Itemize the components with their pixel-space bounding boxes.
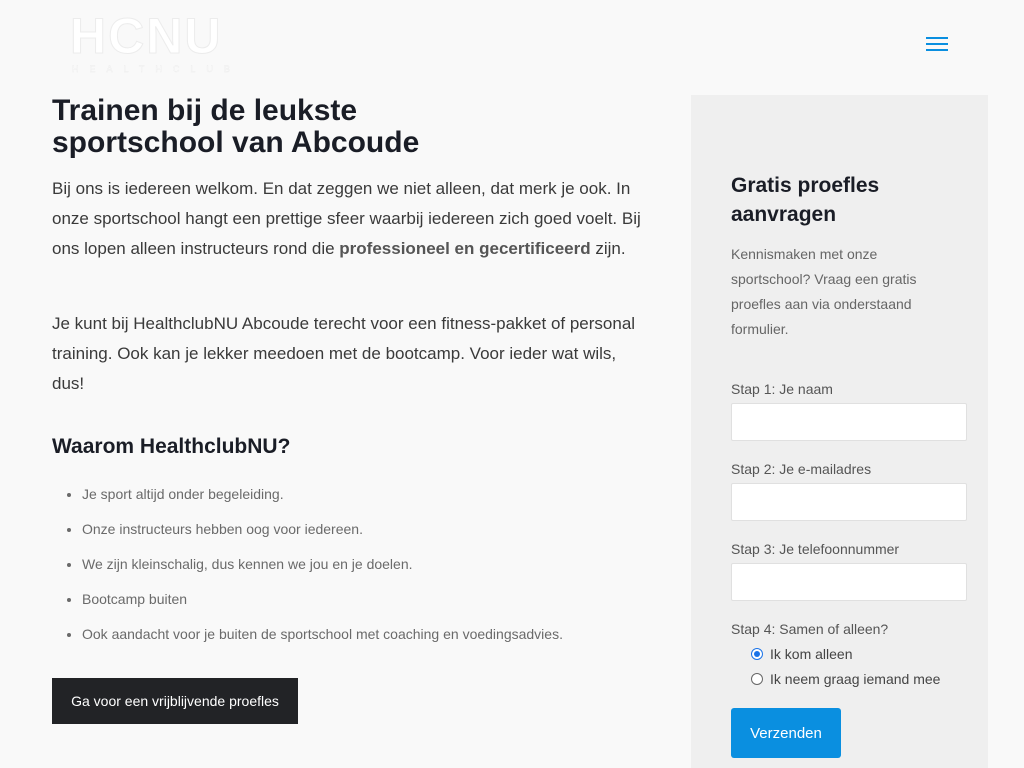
logo-subtext: HEALTHCLUB xyxy=(72,64,241,74)
companion-label: Stap 4: Samen of alleen? xyxy=(731,621,889,637)
logo-wordmark: HCNU xyxy=(70,8,223,64)
list-item: • Bootcamp buiten xyxy=(82,582,563,617)
submit-button[interactable]: Verzenden xyxy=(731,708,841,758)
name-label: Stap 1: Je naam xyxy=(731,381,833,397)
option-alone-label: Ik kom alleen xyxy=(770,646,853,662)
list-item: • Onze instructeurs hebben oog voor iedereen. xyxy=(82,512,563,547)
menu-bar-middle xyxy=(926,43,948,45)
intro-text-bold: professioneel en gecertificeerd xyxy=(339,239,591,258)
site-logo[interactable] xyxy=(70,10,250,76)
page-title: Trainen bij de leukste sportschool van Abcoude xyxy=(52,94,420,159)
list-item: • Ook aandacht voor je buiten de sportschool met coaching en voedingsadvies. xyxy=(82,617,563,652)
option-alone[interactable] xyxy=(751,646,852,662)
reasons-list xyxy=(52,477,563,652)
services-paragraph: Je kunt bij HealthclubNU Abcoude terecht voor een fitness-pakket of personal training. Ook kan je lekker meedoen met de bootcamp. Voor ieder wat wils, dus! xyxy=(52,314,636,393)
menu-bar-top xyxy=(926,37,948,39)
email-label: Stap 2: Je e-mailadres xyxy=(731,461,872,477)
email-field[interactable] xyxy=(731,483,967,521)
list-item: • Je sport altijd onder begeleiding. xyxy=(82,477,563,512)
phone-field[interactable] xyxy=(731,563,967,601)
phone-label: Stap 3: Je telefoonnummer xyxy=(731,541,900,557)
form-title: Gratis proefles aanvragen xyxy=(731,174,880,226)
main-content xyxy=(52,94,652,642)
why-heading: Waarom HealthclubNU? xyxy=(52,435,291,458)
intro-text-after: zijn. xyxy=(590,239,626,258)
radio-unchecked-icon[interactable] xyxy=(751,673,763,685)
intro-paragraph xyxy=(52,174,652,264)
radio-checked-icon[interactable] xyxy=(751,648,763,660)
form-intro: Kennismaken met onze sportschool? Vraag een gratis proefles aan via onderstaand formulier. xyxy=(731,246,917,337)
trial-lesson-cta-button[interactable]: Ga voor een vrijblijvende proefles xyxy=(52,678,298,724)
intro-text-before: Bij ons is iedereen welkom. En dat zeggen we niet alleen, dat merk je ook. In onze sportschool hangt een prettige sfeer waarbij iedereen zich goed voelt. Bij ons lopen alleen instructeurs rond die xyxy=(52,179,641,258)
menu-bar-bottom xyxy=(926,49,948,51)
hamburger-menu-icon[interactable] xyxy=(926,34,950,54)
site-header xyxy=(0,0,1024,90)
list-item: • We zijn kleinschalig, dus kennen we jou en je doelen. xyxy=(82,547,563,582)
name-field[interactable] xyxy=(731,403,967,441)
trial-request-form xyxy=(691,95,988,768)
option-together-label: Ik neem graag iemand mee xyxy=(770,671,941,687)
option-together[interactable] xyxy=(751,671,940,687)
